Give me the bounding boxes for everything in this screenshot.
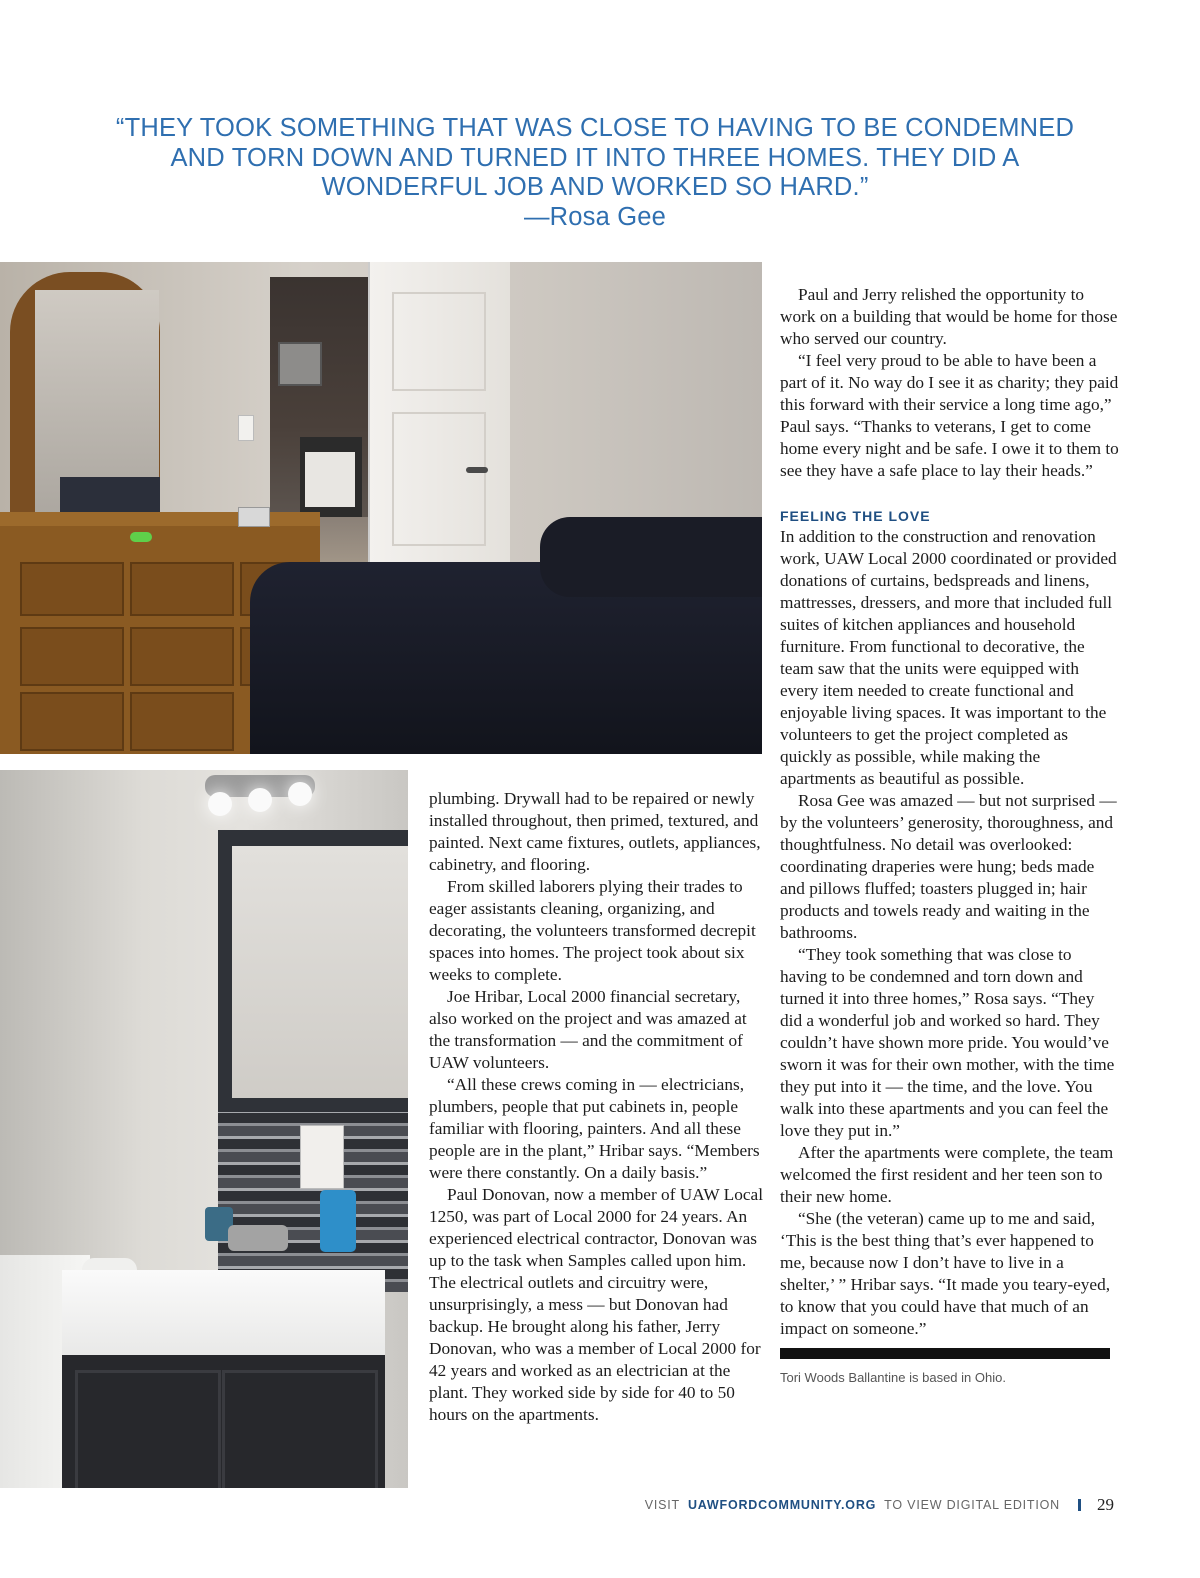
footer-divider — [1078, 1499, 1081, 1511]
paragraph: “All these crews coming in — electricians, plumbers, people that put cabinets in, people familiar with flooring, painters. And all these people are in the plant,” Hribar says. “Members were there constantly. On a daily basis.” — [429, 1075, 760, 1182]
footer-url-link[interactable]: UAWFORDCOMMUNITY.ORG — [687, 1498, 877, 1512]
pull-quote — [70, 114, 1120, 232]
footer-prefix: VISIT — [644, 1498, 680, 1512]
bathroom-photo — [0, 770, 408, 1488]
paragraph: “She (the veteran) came up to me and said, ‘This is the best thing that’s ever happened to me, because now I don’t have to live in a shelter,’ ” Hribar says. “It made you teary-eyed, to know that you could have that much of an impact on someone.” — [780, 1209, 1111, 1338]
end-rule — [780, 1348, 1110, 1359]
author-bio: Tori Woods Ballantine is based in Ohio. — [780, 1370, 1006, 1385]
page-number: 29 — [1097, 1495, 1114, 1514]
article-column-middle — [429, 788, 765, 1426]
paragraph: In addition to the construction and renovation work, UAW Local 2000 coordinated or provided donations of curtains, bedspreads and linens, mattresses, dressers, and more that included full suites of kitchen appliances and household furniture. From functional to decorative, the team saw that the units were equipped with every item needed to create functional and enjoyable living spaces. It was important to the volunteers to get the project completed as quickly as possible, while making the apartments as beautiful as possible. — [780, 527, 1117, 788]
paragraph: “They took something that was close to having to be condemned and torn down and turned it into three homes,” Rosa says. “They did a wonderful job and worked so hard. They couldn’t have shown more pride. You would’ve sworn it was for their own mother, with the time they put into it — the time, and the love. You walk into these apartments and you can feel the love they put in.” — [780, 945, 1115, 1140]
paragraph: After the apartments were complete, the team welcomed the first resident and her teen son to their new home. — [780, 1143, 1114, 1206]
paragraph: Paul Donovan, now a member of UAW Local 1250, was part of Local 2000 for 24 years. An experienced electrical contractor, Donovan was up to the task when Samples called upon him. The electrical outlets and circuitry were, unsurprisingly, a mess — but Donovan had backup. He brought along his father, Jerry Donovan, who was a member of Local 2000 for 42 years and worked as an electrician at the plant. They worked side by side for 40 to 50 hours on the apartments. — [429, 1185, 763, 1424]
paragraph: plumbing. Drywall had to be repaired or newly installed throughout, then primed, textured, and painted. Next came fixtures, outlets, appliances, cabinetry, and flooring. — [429, 789, 761, 874]
page-footer — [645, 1495, 1114, 1515]
pull-quote-line: “THEY TOOK SOMETHING THAT WAS CLOSE TO HAVING TO BE CONDEMNED — [115, 114, 1075, 142]
footer-suffix: TO VIEW DIGITAL EDITION — [884, 1498, 1060, 1512]
pull-quote-attribution: —Rosa Gee — [523, 202, 667, 231]
paragraph: Joe Hribar, Local 2000 financial secretary, also worked on the project and was amazed at the transformation — and the commitment of UAW volunteers. — [429, 987, 747, 1072]
paragraph: From skilled laborers plying their trades to eager assistants cleaning, organizing, and decorating, the volunteers transformed decrepit spaces into homes. The project took about six weeks to complete. — [429, 877, 756, 984]
paragraph: Paul and Jerry relished the opportunity to work on a building that would be home for those who served our country. — [780, 285, 1118, 348]
bedroom-photo — [0, 262, 762, 754]
article-column-right — [780, 284, 1120, 1387]
section-subhead: FEELING THE LOVE — [780, 508, 931, 524]
paragraph: Rosa Gee was amazed — but not surprised — by the volunteers’ generosity, thoroughness, and thoughtfulness. No detail was overlooked: coordinating draperies were hung; beds made and pillows fluffed; toasters plugged in; hair products and towels ready and waiting in the bathrooms. — [780, 791, 1117, 942]
pull-quote-line: WONDERFUL JOB AND WORKED SO HARD.” — [321, 173, 869, 201]
pull-quote-line: AND TORN DOWN AND TURNED IT INTO THREE HOMES. THEY DID A — [170, 143, 1020, 172]
paragraph: “I feel very proud to be able to have been a part of it. No way do I see it as charity; they paid this forward with their service a long time ago,” Paul says. “Thanks to veterans, I get to come home every night and be safe. I owe it to them to see they have a safe place to lay their heads.” — [780, 351, 1119, 480]
